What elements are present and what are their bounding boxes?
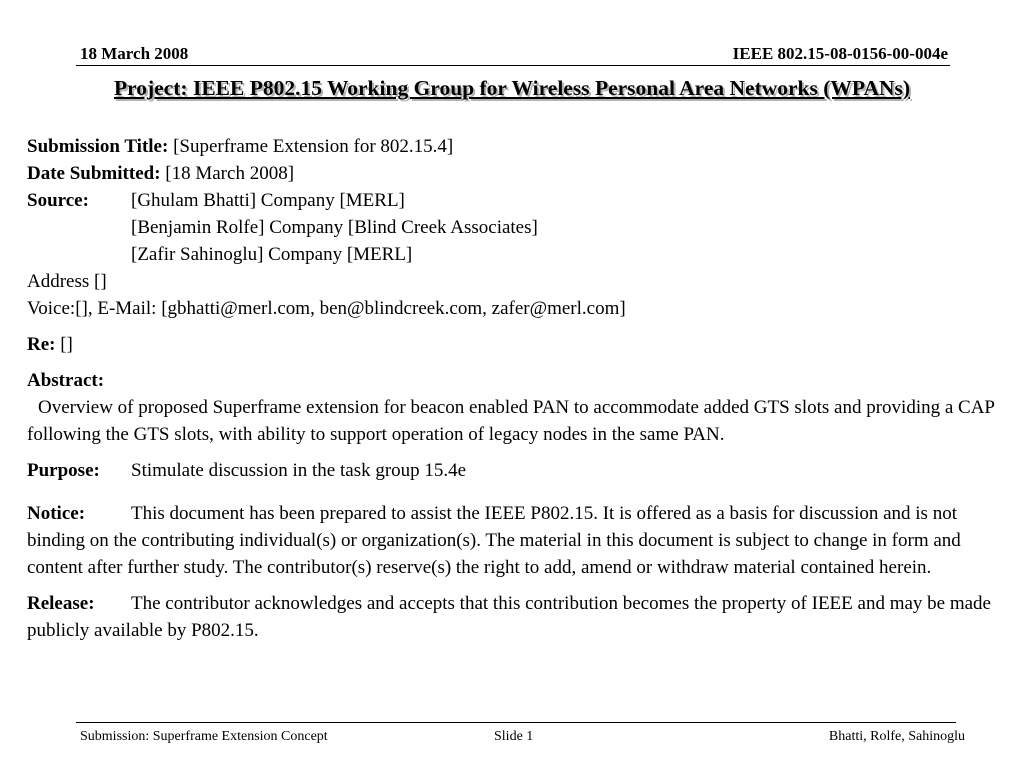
notice-text: This document has been prepared to assist the IEEE P802.15. It is offered as a basis for discussion and is not binding on the contributing individual(s) or organization(s). The material in this document is subject to change in form and content after further study. The contributor(s) reserve(s) the right to add, amend or withdraw material contained herein.	[27, 503, 961, 578]
header-doc-id: IEEE 802.15-08-0156-00-004e	[732, 44, 948, 63]
source-entry: [Ghulam Bhatti] Company [MERL]	[131, 190, 405, 211]
address-line: Address []	[27, 271, 107, 292]
submission-body	[27, 133, 1017, 644]
purpose-text: Stimulate discussion in the task group 15.4e	[131, 460, 467, 481]
abstract-label: Abstract:	[27, 370, 105, 391]
project-title: Project: IEEE P802.15 Working Group for Wireless Personal Area Networks (WPANs)	[113, 76, 911, 100]
re-label: Re:	[27, 334, 56, 355]
notice-paragraph	[27, 500, 1017, 581]
purpose-label: Purpose:	[27, 460, 100, 481]
source-entry: [Benjamin Rolfe] Company [Blind Creek Associates]	[131, 217, 538, 238]
purpose-line	[27, 457, 1017, 484]
source-entry: [Zafir Sahinoglu] Company [MERL]	[131, 244, 413, 265]
submission-title-label: Submission Title:	[27, 136, 169, 157]
date-submitted-line	[27, 160, 1017, 187]
source-line	[27, 187, 1017, 214]
submission-title-line	[27, 133, 1017, 160]
re-value: []	[60, 334, 73, 355]
project-title-container	[0, 76, 1024, 101]
release-text: The contributor acknowledges and accepts that this contribution becomes the property of IEEE and may be made publicly available by P802.15.	[27, 593, 991, 641]
release-paragraph	[27, 590, 1017, 644]
header-divider	[76, 65, 950, 66]
voice-email-line: Voice:[], E-Mail: [gbhatti@merl.com, ben@blindcreek.com, zafer@merl.com]	[27, 298, 626, 319]
header-date: 18 March 2008	[80, 44, 189, 63]
date-submitted-label: Date Submitted:	[27, 163, 161, 184]
source-label: Source:	[27, 190, 89, 211]
notice-label: Notice:	[27, 503, 86, 524]
footer-slide-number: Slide 1	[494, 729, 534, 744]
release-label: Release:	[27, 593, 95, 614]
re-line	[27, 331, 1017, 358]
footer-authors: Bhatti, Rolfe, Sahinoglu	[828, 729, 965, 744]
footer-submission: Submission: Superframe Extension Concept	[80, 729, 328, 744]
abstract-text: Overview of proposed Superframe extension for beacon enabled PAN to accommodate added GTS slots and providing a CAP following the GTS slots, with ability to support operation of legacy nodes in the same PAN.	[27, 397, 995, 445]
date-submitted-value: [18 March 2008]	[165, 163, 295, 184]
submission-title-value: [Superframe Extension for 802.15.4]	[173, 136, 454, 157]
footer-divider	[76, 722, 956, 723]
